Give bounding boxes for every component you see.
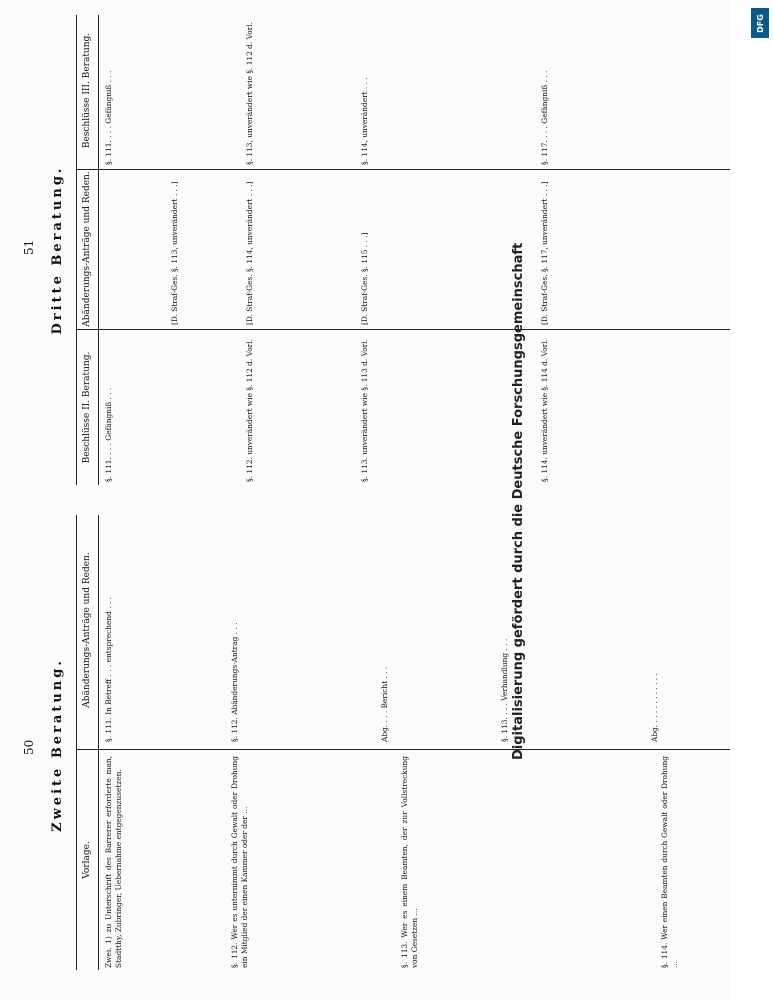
rule: [98, 15, 99, 485]
reden-paragraph: Abg. . . . . . . . . . . .: [650, 673, 659, 742]
column-divider: [76, 329, 746, 330]
reden-iii-paragraph: [D. Straf-Ges. §. 114, unverändert . . .]: [245, 181, 254, 325]
beschluss-iii-paragraph: §. 111. . . . Gefängniß . . .: [104, 70, 113, 165]
reden-paragraph: §. 112. Abänderungs-Antrag . . .: [230, 622, 239, 742]
vorlage-paragraph: §. 114. Wer einen Beamten durch Gewalt oder Drohung ...: [660, 756, 679, 968]
beschluss-iii-paragraph: §. 117. . . . Gefängniß . . .: [540, 70, 549, 165]
left-page: [0, 500, 773, 1000]
reden-paragraph: §. 113. . . . Verhandlung . . .: [500, 638, 509, 742]
rule: [98, 515, 99, 970]
column-divider: [76, 749, 746, 750]
beschluss-iii-paragraph: §. 114, unverändert . . .: [360, 77, 369, 165]
column-head-beschluesse-ii: Beschlüsse II. Beratung.: [82, 351, 92, 464]
dfg-sidebar: [730, 0, 773, 1000]
vorlage-paragraph: §. 112. Wer es unternimmt durch Gewalt oder Drohung ein Mitglied der einen Kammer oder der ...: [230, 756, 249, 968]
reden-paragraph: §. 111. In Betreff . . . entsprechend . . .: [104, 597, 113, 742]
column-head-beschluesse-iii: Beschlüsse III. Beratung.: [82, 32, 92, 149]
dfg-logo: DFG: [751, 8, 769, 38]
page-number-right: 51: [22, 239, 36, 255]
page-number-left: 50: [22, 739, 36, 755]
column-head-reden-iii: Abänderungs-Anträge und Reden.: [82, 171, 92, 327]
vorlage-paragraph: Zwei. 1) zu Unterschrift des Barrerer erforderte man, Stadtthy, Zubringer, Uebernahme entgegenzusetzen.: [104, 756, 123, 968]
column-head-reden: Abänderungs-Anträge und Reden.: [82, 552, 92, 708]
reden-iii-paragraph: [D. Straf-Ges. §. 115 . . .]: [360, 232, 369, 325]
column-head-vorlage: Vorlage.: [82, 841, 92, 879]
vorlage-paragraph: §. 113. Wer es einem Beamten, der zur Vollstreckung von Gesetzen ...: [400, 756, 419, 968]
beschluss-ii-paragraph: §. 113. unverändert wie §. 113 d. Vorl.: [360, 339, 369, 482]
rule: [76, 515, 77, 970]
right-heading: Dritte Beratung.: [50, 165, 65, 335]
reden-paragraph: Abg. . . . Bericht . . .: [380, 666, 389, 742]
rule: [76, 15, 77, 485]
beschluss-ii-paragraph: §. 112. unverändert wie §. 112 d. Vorl.: [245, 339, 254, 482]
left-heading: Zweite Beratung.: [50, 658, 65, 832]
reden-iii-paragraph: [D. Straf-Ges. §. 113, unverändert . . .]: [170, 181, 179, 325]
beschluss-ii-paragraph: §. 114. unverändert wie §. 114 d. Vorl.: [540, 339, 549, 482]
reden-iii-paragraph: [D. Straf-Ges. §. 117, unverändert . . .]: [540, 181, 549, 325]
column-divider: [76, 169, 746, 170]
beschluss-iii-paragraph: §. 113, unverändert wie §. 112 d. Vorl.: [245, 22, 254, 165]
beschluss-ii-paragraph: §. 111. . . . Gefängniß . . .: [104, 387, 113, 482]
